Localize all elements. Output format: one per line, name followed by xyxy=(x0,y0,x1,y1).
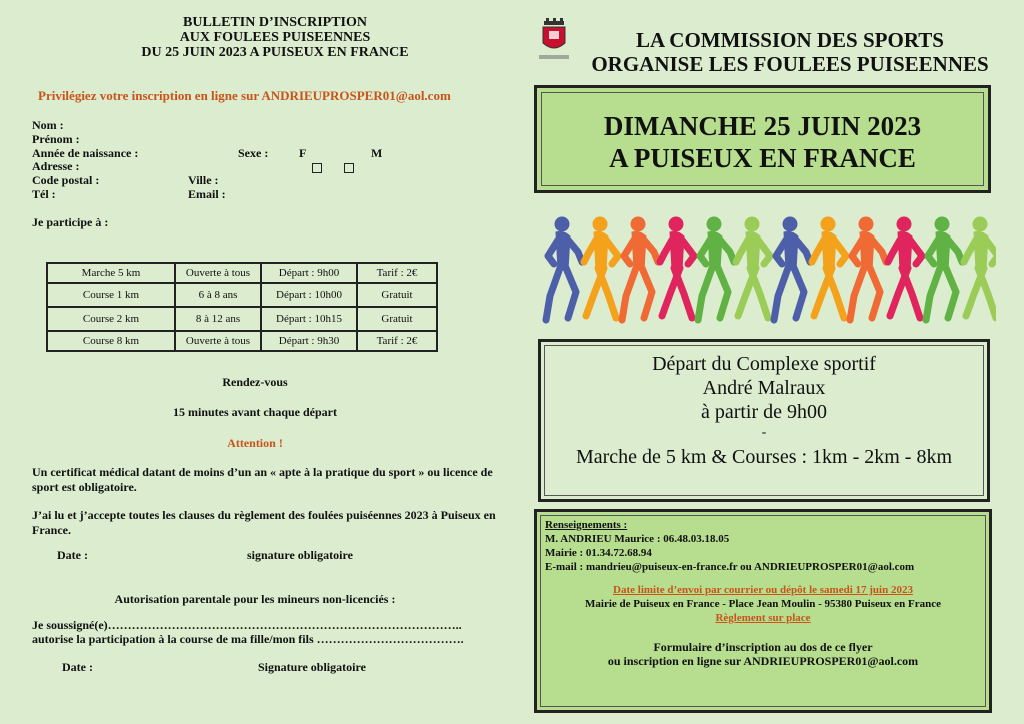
table-cell: 6 à 8 ans xyxy=(175,283,261,307)
commune-crest-icon xyxy=(537,17,571,61)
title-line-3: DU 25 JUIN 2023 A PUISEUX EN FRANCE xyxy=(141,45,409,60)
table-cell: Départ : 9h00 xyxy=(261,263,357,283)
depart-line-4: - xyxy=(761,425,767,440)
sexe-m-label: M xyxy=(371,146,383,160)
certificat-text: Un certificat médical datant de moins d’un an « apte à la pratique du sport » ou licence de sport est obligatoire. xyxy=(32,465,493,494)
table-row xyxy=(47,263,437,283)
commission-header xyxy=(575,28,1005,76)
reglement-text: J’ai lu et j’accepte toutes les clauses du règlement des foulées puiséennes 2023 à Puiseux en France. xyxy=(32,508,496,537)
table-row xyxy=(47,331,437,351)
autorisation-title: Autorisation parentale pour les mineurs non-licenciés : xyxy=(114,592,396,606)
runner-figure xyxy=(736,217,770,318)
table-row xyxy=(47,307,437,331)
table-cell: Tarif : 2€ xyxy=(357,263,437,283)
date-label: Date : xyxy=(57,548,88,562)
email-label: Email : xyxy=(188,187,226,201)
soussigne-line: Je soussigné(e)…………………………………………………………………………….. xyxy=(32,618,462,632)
attention-label: Attention ! xyxy=(227,436,283,450)
runner-figure xyxy=(546,217,582,320)
commune-logo xyxy=(537,17,571,61)
contact-andrieu: M. ANDRIEU Maurice : 06.48.03.18.05 xyxy=(545,533,730,545)
date-label-2: Date : xyxy=(62,660,93,674)
tel-label: Tél : xyxy=(32,187,56,201)
bulletin-title xyxy=(90,15,460,60)
table-cell: Course 8 km xyxy=(47,331,175,351)
depart-line-2: André Malraux xyxy=(702,377,826,399)
adresse-label: Adresse : xyxy=(32,159,80,173)
runners-illustration xyxy=(536,212,996,332)
sexe-f-checkbox[interactable] xyxy=(312,163,322,173)
table-cell: 8 à 12 ans xyxy=(175,307,261,331)
title-line-2: AUX FOULEES PUISEENNES xyxy=(179,30,371,45)
title-line-1: BULLETIN D’INSCRIPTION xyxy=(183,15,367,30)
table-cell: Course 1 km xyxy=(47,283,175,307)
table-cell: Gratuit xyxy=(357,283,437,307)
prenom-label: Prénom : xyxy=(32,132,80,146)
date-limite-text: Date limite d’envoi par courrier ou dépôt le samedi 17 juin 2023 xyxy=(613,584,913,596)
runner-figure xyxy=(964,217,996,318)
table-cell: Marche 5 km xyxy=(47,263,175,283)
formulaire-line-1: Formulaire d’inscription au dos de ce flyer xyxy=(653,640,873,654)
tarifs-table xyxy=(46,262,438,352)
runner-figure xyxy=(622,217,658,320)
ville-label: Ville : xyxy=(188,173,219,187)
table-row xyxy=(47,283,437,307)
depart-line-1: Départ du Complexe sportif xyxy=(652,353,876,375)
runner-figure xyxy=(584,217,618,318)
depart-line-5: Marche de 5 km & Courses : 1km - 2km - 8km xyxy=(575,446,953,468)
depart-box xyxy=(538,339,990,502)
reglement-place-text: Règlement sur place xyxy=(715,612,811,624)
naissance-label: Année de naissance : xyxy=(32,146,139,160)
online-preference-text: Privilégiez votre inscription en ligne sur ANDRIEUPROSPER01@aol.com xyxy=(38,88,451,103)
runner-figure xyxy=(926,217,962,320)
renseignements-title: Renseignements : xyxy=(545,519,628,531)
table-cell: Course 2 km xyxy=(47,307,175,331)
adresse-mairie-text: Mairie de Puiseux en France - Place Jean Moulin - 95380 Puiseux en France xyxy=(585,598,941,610)
header-line-1: LA COMMISSION DES SPORTS xyxy=(636,28,944,52)
sexe-m-checkbox[interactable] xyxy=(344,163,354,173)
event-date-line-1: DIMANCHE 25 JUIN 2023 xyxy=(603,111,922,141)
header-line-2: ORGANISE LES FOULEES PUISEENNES xyxy=(591,52,989,76)
runner-figure xyxy=(660,217,694,318)
table-cell: Départ : 9h30 xyxy=(261,331,357,351)
sexe-label: Sexe : xyxy=(238,146,269,160)
table-cell: Départ : 10h00 xyxy=(261,283,357,307)
contact-mairie: Mairie : 01.34.72.68.94 xyxy=(545,547,652,559)
table-cell: Gratuit xyxy=(357,307,437,331)
runner-figure xyxy=(698,217,734,320)
code-postal-label: Code postal : xyxy=(32,173,100,187)
rdv-label: Rendez-vous xyxy=(222,375,288,389)
runner-figure xyxy=(774,217,810,320)
sexe-f-label: F xyxy=(299,146,307,160)
table-cell: Ouverte à tous xyxy=(175,331,261,351)
formulaire-line-2: ou inscription en ligne sur ANDRIEUPROSPER01@aol.com xyxy=(607,654,919,668)
renseignements-block xyxy=(545,518,914,574)
runners-graphic xyxy=(536,212,996,332)
depart-line-3: à partir de 9h00 xyxy=(700,401,828,423)
renseignements-box xyxy=(534,509,992,713)
nom-label: Nom : xyxy=(32,118,64,132)
runner-figure xyxy=(888,217,922,318)
contact-email: E-mail : mandrieu@puiseux-en-france.fr ou ANDRIEUPROSPER01@aol.com xyxy=(545,561,915,573)
event-date-line-2: A PUISEUX EN FRANCE xyxy=(609,143,916,173)
table-cell: Ouverte à tous xyxy=(175,263,261,283)
rdv-detail: 15 minutes avant chaque départ xyxy=(172,405,337,419)
event-date-box xyxy=(534,85,991,193)
autorise-line: autorise la participation à la course de ma fille/mon fils ………………………………. xyxy=(32,632,464,646)
signature-label-2: Signature obligatoire xyxy=(258,660,366,674)
je-participe-label: Je participe à : xyxy=(32,215,109,229)
signature-label: signature obligatoire xyxy=(247,548,353,562)
runner-figure xyxy=(850,217,886,320)
runner-figure xyxy=(812,217,846,318)
table-cell: Départ : 10h15 xyxy=(261,307,357,331)
table-cell: Tarif : 2€ xyxy=(357,331,437,351)
